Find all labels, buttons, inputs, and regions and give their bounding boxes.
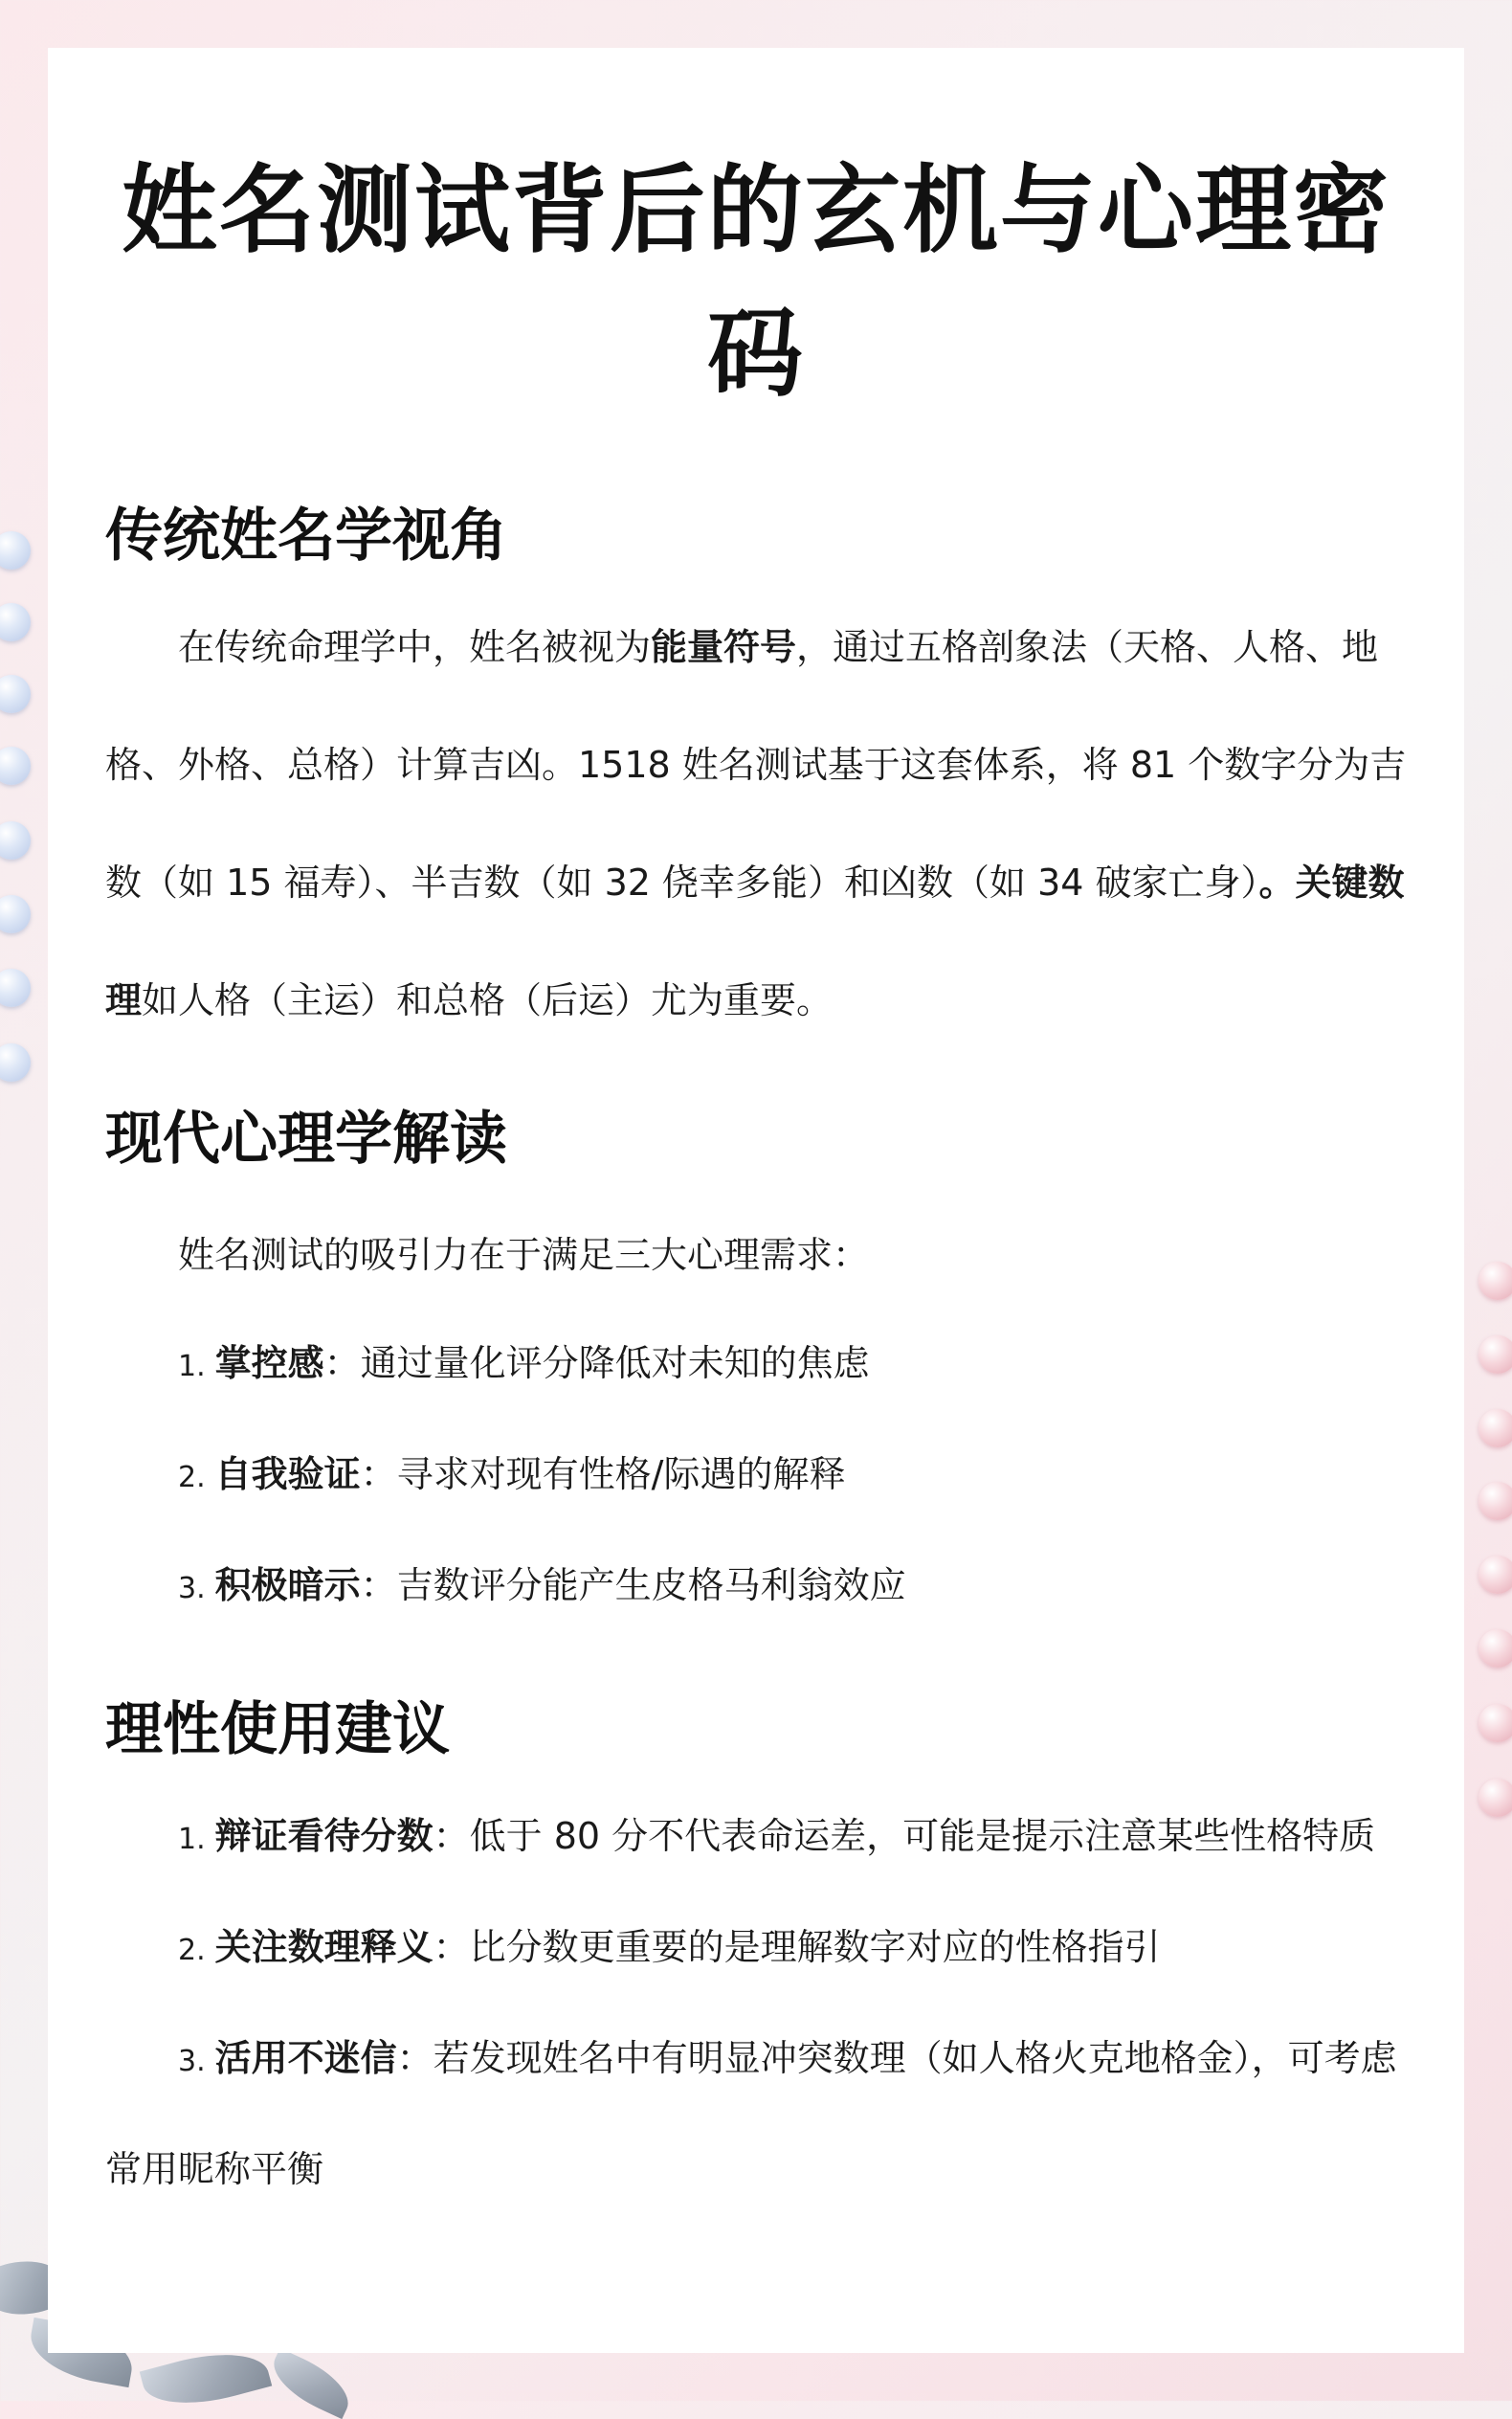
list-number: 3. xyxy=(178,1572,206,1605)
list-number: 3. xyxy=(178,2045,206,2078)
pearl-decoration xyxy=(1479,1629,1512,1668)
pearl-decoration xyxy=(0,895,31,933)
list-item-label: 自我验证 xyxy=(214,1453,361,1495)
pearl-decoration xyxy=(1479,1409,1512,1447)
list-item-text: ：若发现姓名中有明显冲突数理（如人格火克地格金），可考虑常用昵称平衡 xyxy=(105,2037,1397,2190)
section-heading-usage: 理性使用建议 xyxy=(105,1696,450,1763)
list-item xyxy=(105,1893,1407,2005)
pearl-decoration xyxy=(0,603,31,641)
traditional-text-1: 在传统命理学中，姓名被视为 xyxy=(178,626,652,668)
list-item xyxy=(105,2005,1407,2224)
psychology-list xyxy=(105,1310,1407,1643)
list-number: 2. xyxy=(178,1934,206,1967)
traditional-bold-2: 。关键数理 xyxy=(105,862,1405,1021)
list-item-text: ：通过量化评分降低对未知的焦虑 xyxy=(323,1342,870,1384)
traditional-paragraph xyxy=(105,589,1407,1060)
page-title: 姓名测试背后的玄机与心理密码 xyxy=(122,154,1390,410)
psychology-intro: 姓名测试的吸引力在于满足三大心理需求： xyxy=(178,1234,870,1276)
list-item-text: ：低于 80 分不代表命运差，可能是提示注意某些性格特质 xyxy=(433,1815,1376,1857)
list-item-text: ：寻求对现有性格/际遇的解释 xyxy=(360,1453,846,1495)
section-heading-traditional: 传统姓名学视角 xyxy=(105,503,507,570)
pearl-decoration xyxy=(1479,1779,1512,1817)
traditional-bold-1: 能量符号 xyxy=(651,626,797,668)
usage-list xyxy=(105,1782,1407,2224)
pearl-decoration xyxy=(1479,1704,1512,1742)
pearl-decoration xyxy=(0,531,31,570)
pearl-decoration xyxy=(1479,1262,1512,1300)
leaf-decoration xyxy=(264,2348,358,2419)
list-item xyxy=(105,1782,1407,1893)
pearl-decoration xyxy=(1479,1335,1512,1374)
pearl-decoration xyxy=(1479,1482,1512,1520)
pearl-decoration xyxy=(0,675,31,713)
list-item-label: 辩证看待分数 xyxy=(214,1815,434,1857)
list-item xyxy=(105,1310,1407,1421)
list-item-label: 关注数理释义 xyxy=(214,1926,434,1968)
list-item-label: 活用不迷信 xyxy=(214,2037,397,2079)
list-item-text: ：比分数更重要的是理解数字对应的性格指引 xyxy=(433,1926,1161,1968)
list-item-label: 掌控感 xyxy=(214,1342,324,1384)
pearl-decoration xyxy=(0,821,31,860)
traditional-text-3: 如人格（主运）和总格（后运）尤为重要。 xyxy=(142,979,834,1021)
article-card xyxy=(48,48,1464,2353)
traditional-text-2: ，通过五格剖象法（天格、人格、地格、外格、总格）计算吉凶。1518 姓名测试基于这套体系，将 81 个数字分为吉数（如 15 福寿）、半吉数（如 32 侥幸多能）和凶数（如 34 破家亡身） xyxy=(105,626,1407,904)
list-item-label: 积极暗示 xyxy=(214,1564,361,1606)
list-item xyxy=(105,1421,1407,1532)
pearl-decoration xyxy=(1479,1556,1512,1594)
list-number: 1. xyxy=(178,1823,206,1856)
list-number: 1. xyxy=(178,1350,206,1383)
pearl-decoration xyxy=(0,747,31,785)
list-item-text: ：吉数评分能产生皮格马利翁效应 xyxy=(360,1564,906,1606)
list-number: 2. xyxy=(178,1461,206,1494)
pearl-decoration xyxy=(0,1043,31,1082)
list-item xyxy=(105,1532,1407,1643)
section-heading-psychology: 现代心理学解读 xyxy=(105,1106,507,1173)
pearl-decoration xyxy=(0,969,31,1007)
